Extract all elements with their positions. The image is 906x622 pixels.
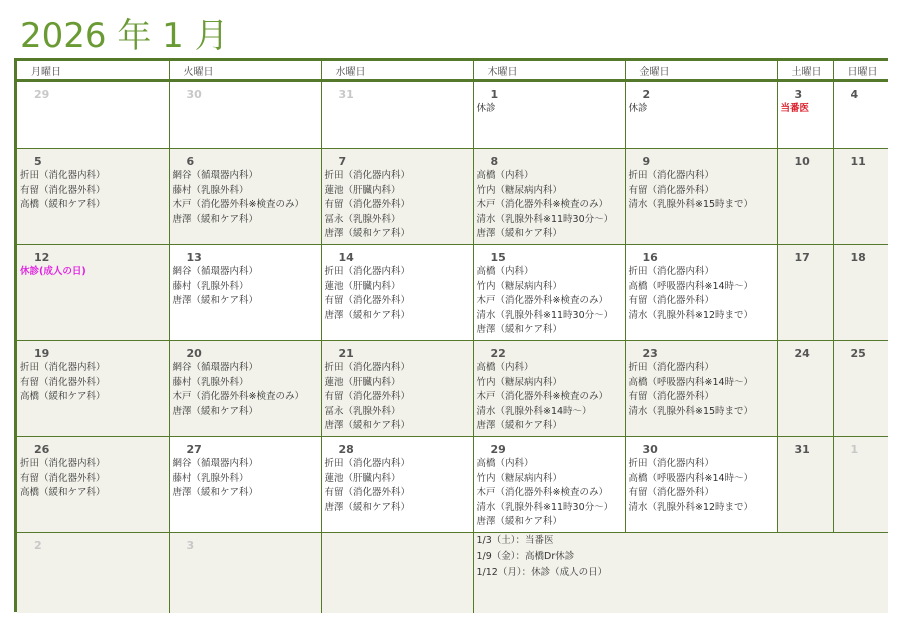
doctor-schedule-line: 藤村（乳腺外科） <box>172 472 249 484</box>
day-cell <box>473 245 625 341</box>
doctor-schedule-line: 竹内（糖尿病内科） <box>476 376 563 388</box>
day-cell <box>833 81 888 149</box>
doctor-schedule-line: 網谷（循環器内科） <box>172 170 259 181</box>
notes-cell <box>473 533 888 613</box>
day-number: 17 <box>794 251 810 264</box>
day-cell <box>625 81 777 149</box>
duty-doctor-label: 当番医 <box>780 103 810 114</box>
weekday-header: 土曜日 <box>777 61 833 81</box>
doctor-schedule-line: 網谷（循環器内科） <box>172 458 259 469</box>
day-cell <box>777 149 833 245</box>
day-cell <box>321 245 473 341</box>
day-cell <box>777 81 833 149</box>
day-number: 1 <box>850 443 859 456</box>
doctor-schedule-line: 有留（消化器外科） <box>628 295 715 306</box>
doctor-schedule-line: 唐澤（緩和ケア科） <box>324 501 411 513</box>
doctor-schedule-line: 有留（消化器外科） <box>20 376 106 388</box>
doctor-schedule-line: 清水（乳腺外科※14時～） <box>476 405 592 417</box>
day-number: 30 <box>642 443 658 456</box>
day-cell <box>473 437 625 533</box>
doctor-schedule-line: 清水（乳腺外科※11時30分～） <box>476 309 614 321</box>
doctor-schedule-line: 唐澤（緩和ケア科） <box>172 213 259 225</box>
doctor-schedule-line: 唐澤（緩和ケア科） <box>172 487 259 498</box>
doctor-schedule-line: 休診 <box>476 103 496 114</box>
doctor-schedule-line: 木戸（消化器外科※検査のみ） <box>172 199 304 210</box>
day-cell <box>625 245 777 341</box>
day-cell <box>777 245 833 341</box>
doctor-schedule-line: 唐澤（緩和ケア科） <box>476 420 563 431</box>
day-number: 16 <box>642 251 658 264</box>
doctor-schedule-line: 藤村（乳腺外科） <box>172 376 249 388</box>
day-cell <box>17 533 169 613</box>
doctor-schedule-line: 藤村（乳腺外科） <box>172 184 249 196</box>
doctor-schedule-line: 清水（乳腺外科※12時まで） <box>628 501 754 513</box>
doctor-schedule-line: 折田（消化器内科） <box>324 362 411 373</box>
day-cell <box>169 437 321 533</box>
doctor-schedule-line: 木戸（消化器外科※検査のみ） <box>476 487 608 498</box>
day-cell <box>169 149 321 245</box>
day-cell <box>625 149 777 245</box>
day-cell <box>321 341 473 437</box>
doctor-schedule-line: 折田（消化器内科） <box>20 170 106 181</box>
doctor-schedule-line: 折田（消化器内科） <box>628 170 715 181</box>
doctor-schedule-line: 唐澤（緩和ケア科） <box>476 228 563 239</box>
day-number: 8 <box>490 155 499 168</box>
doctor-schedule-line: 蓮池（肝臓内科） <box>324 280 401 292</box>
doctor-schedule-line: 蓮池（肝臓内科） <box>324 472 401 484</box>
note-line: 1/9（金）：高橋Dr休診 <box>476 551 575 562</box>
doctor-schedule-line: 唐澤（緩和ケア科） <box>476 516 563 527</box>
day-cell <box>833 437 888 533</box>
day-cell <box>321 437 473 533</box>
doctor-schedule-line: 清水（乳腺外科※11時30分～） <box>476 501 614 513</box>
week-row <box>17 245 888 341</box>
doctor-schedule-line: 折田（消化器内科） <box>324 170 411 181</box>
doctor-schedule-line: 唐澤（緩和ケア科） <box>324 228 411 239</box>
doctor-schedule-line: 木戸（消化器外科※検査のみ） <box>476 391 608 402</box>
day-cell <box>833 245 888 341</box>
day-number: 29 <box>34 88 50 101</box>
doctor-schedule-line: 木戸（消化器外科※検査のみ） <box>476 199 608 210</box>
day-number: 24 <box>794 347 810 360</box>
doctor-schedule-line: 木戸（消化器外科※検査のみ） <box>172 391 304 402</box>
doctor-schedule-line: 清水（乳腺外科※15時まで） <box>628 199 754 210</box>
doctor-schedule-line: 蓮池（肝臓内科） <box>324 184 401 196</box>
doctor-schedule-line: 折田（消化器内科） <box>628 266 715 277</box>
day-number: 5 <box>34 155 42 168</box>
doctor-schedule-line: 有留（消化器外科） <box>20 472 106 484</box>
day-number: 30 <box>186 88 202 101</box>
day-number: 12 <box>34 251 50 264</box>
doctor-schedule-line: 有留（消化器外科） <box>324 199 411 210</box>
notes-row <box>17 533 888 613</box>
day-number: 6 <box>186 155 195 168</box>
doctor-schedule-line: 高橋（内科） <box>476 170 534 181</box>
note-line: 1/12（月）：休診（成人の日） <box>476 567 608 578</box>
doctor-schedule-line: 唐澤（緩和ケア科） <box>324 420 411 431</box>
doctor-schedule-line: 網谷（循環器内科） <box>172 266 259 277</box>
day-cell <box>321 533 473 613</box>
day-number: 23 <box>642 347 658 360</box>
day-number: 3 <box>186 539 195 552</box>
doctor-schedule-line: 唐澤（緩和ケア科） <box>172 295 259 306</box>
day-number: 27 <box>186 443 202 456</box>
day-number: 2 <box>34 539 42 552</box>
doctor-schedule-line: 高橋（内科） <box>476 266 534 277</box>
doctor-schedule-line: 竹内（糖尿病内科） <box>476 184 563 196</box>
day-cell <box>17 81 169 149</box>
day-number: 11 <box>850 155 866 168</box>
doctor-schedule-line: 清水（乳腺外科※11時30分～） <box>476 213 614 225</box>
doctor-schedule-line: 有留（消化器外科） <box>628 391 715 402</box>
day-number: 4 <box>850 88 859 101</box>
doctor-schedule-line: 有留（消化器外科） <box>20 184 106 196</box>
day-cell <box>777 341 833 437</box>
day-number: 28 <box>338 443 354 456</box>
doctor-schedule-line: 折田（消化器内科） <box>20 362 106 373</box>
weekday-header: 木曜日 <box>473 61 625 81</box>
day-number: 31 <box>338 88 354 101</box>
doctor-schedule-line: 竹内（糖尿病内科） <box>476 280 563 292</box>
doctor-schedule-line: 冨永（乳腺外科） <box>324 405 401 417</box>
doctor-schedule-line: 高橋（呼吸器内科※14時～） <box>628 376 754 388</box>
weekday-header: 水曜日 <box>321 61 473 81</box>
week-row <box>17 81 888 149</box>
day-number: 20 <box>186 347 202 360</box>
doctor-schedule-line: 折田（消化器内科） <box>324 266 411 277</box>
day-cell <box>321 149 473 245</box>
doctor-schedule-line: 折田（消化器内科） <box>628 362 715 373</box>
doctor-schedule-line: 冨永（乳腺外科） <box>324 213 401 225</box>
doctor-schedule-line: 高橋（内科） <box>476 362 534 373</box>
day-number: 18 <box>850 251 866 264</box>
doctor-schedule-line: 高橋（呼吸器内科※14時～） <box>628 280 754 292</box>
doctor-schedule-line: 高橋（呼吸器内科※14時～） <box>628 472 754 484</box>
day-number: 7 <box>338 155 347 168</box>
doctor-schedule-line: 清水（乳腺外科※12時まで） <box>628 309 754 321</box>
day-cell <box>169 245 321 341</box>
weekday-header: 火曜日 <box>169 61 321 81</box>
doctor-schedule-line: 竹内（糖尿病内科） <box>476 472 563 484</box>
doctor-schedule-line: 折田（消化器内科） <box>628 458 715 469</box>
day-number: 19 <box>34 347 50 360</box>
week-row <box>17 149 888 245</box>
doctor-schedule-line: 高橋（内科） <box>476 458 534 469</box>
doctor-schedule-line: 有留（消化器外科） <box>324 391 411 402</box>
calendar-grid <box>14 58 888 612</box>
doctor-schedule-line: 木戸（消化器外科※検査のみ） <box>476 295 608 306</box>
day-cell <box>473 149 625 245</box>
day-number: 1 <box>490 88 499 101</box>
week-row <box>17 437 888 533</box>
day-number: 25 <box>850 347 866 360</box>
day-cell <box>321 81 473 149</box>
day-cell <box>17 149 169 245</box>
day-number: 26 <box>34 443 50 456</box>
day-cell <box>625 437 777 533</box>
day-cell <box>17 245 169 341</box>
doctor-schedule-line: 唐澤（緩和ケア科） <box>172 405 259 417</box>
doctor-schedule-line: 休診 <box>628 103 648 114</box>
doctor-schedule-line: 有留（消化器外科） <box>628 487 715 498</box>
doctor-schedule-line: 折田（消化器内科） <box>324 458 411 469</box>
doctor-schedule-line: 高橋（緩和ケア科） <box>20 199 106 210</box>
doctor-schedule-line: 唐澤（緩和ケア科） <box>324 309 411 321</box>
doctor-schedule-line: 有留（消化器外科） <box>324 487 411 498</box>
day-cell <box>777 437 833 533</box>
holiday-label: 休診(成人の日) <box>20 266 86 277</box>
weekday-header: 月曜日 <box>17 61 169 81</box>
note-line: 1/3（土）：当番医 <box>476 535 554 546</box>
day-number: 15 <box>490 251 506 264</box>
day-cell <box>169 81 321 149</box>
day-number: 9 <box>642 155 651 168</box>
doctor-schedule-line: 清水（乳腺外科※15時まで） <box>628 405 754 417</box>
day-cell <box>169 341 321 437</box>
calendar-title: 2026 年 1 月 <box>20 16 229 56</box>
day-cell <box>17 437 169 533</box>
day-number: 3 <box>794 88 803 101</box>
weekday-header-row <box>17 61 888 81</box>
doctor-schedule-line: 高橋（緩和ケア科） <box>20 487 106 498</box>
week-row <box>17 341 888 437</box>
doctor-schedule-line: 高橋（緩和ケア科） <box>20 391 106 402</box>
day-cell <box>17 341 169 437</box>
day-number: 29 <box>490 443 506 456</box>
day-cell <box>473 81 625 149</box>
day-cell <box>169 533 321 613</box>
doctor-schedule-line: 有留（消化器外科） <box>324 295 411 306</box>
doctor-schedule-line: 藤村（乳腺外科） <box>172 280 249 292</box>
weekday-header: 日曜日 <box>833 61 888 81</box>
day-number: 10 <box>794 155 810 168</box>
day-number: 13 <box>186 251 202 264</box>
day-cell <box>833 149 888 245</box>
doctor-schedule-line: 有留（消化器外科） <box>628 184 715 196</box>
weekday-header: 金曜日 <box>625 61 777 81</box>
day-number: 2 <box>642 88 651 101</box>
doctor-schedule-line: 網谷（循環器内科） <box>172 362 259 373</box>
day-cell <box>473 341 625 437</box>
day-number: 14 <box>338 251 354 264</box>
doctor-schedule-line: 折田（消化器内科） <box>20 458 106 469</box>
doctor-schedule-line: 蓮池（肝臓内科） <box>324 376 401 388</box>
day-cell <box>625 341 777 437</box>
day-number: 31 <box>794 443 810 456</box>
day-number: 22 <box>490 347 506 360</box>
day-cell <box>833 341 888 437</box>
doctor-schedule-line: 唐澤（緩和ケア科） <box>476 324 563 335</box>
day-number: 21 <box>338 347 354 360</box>
